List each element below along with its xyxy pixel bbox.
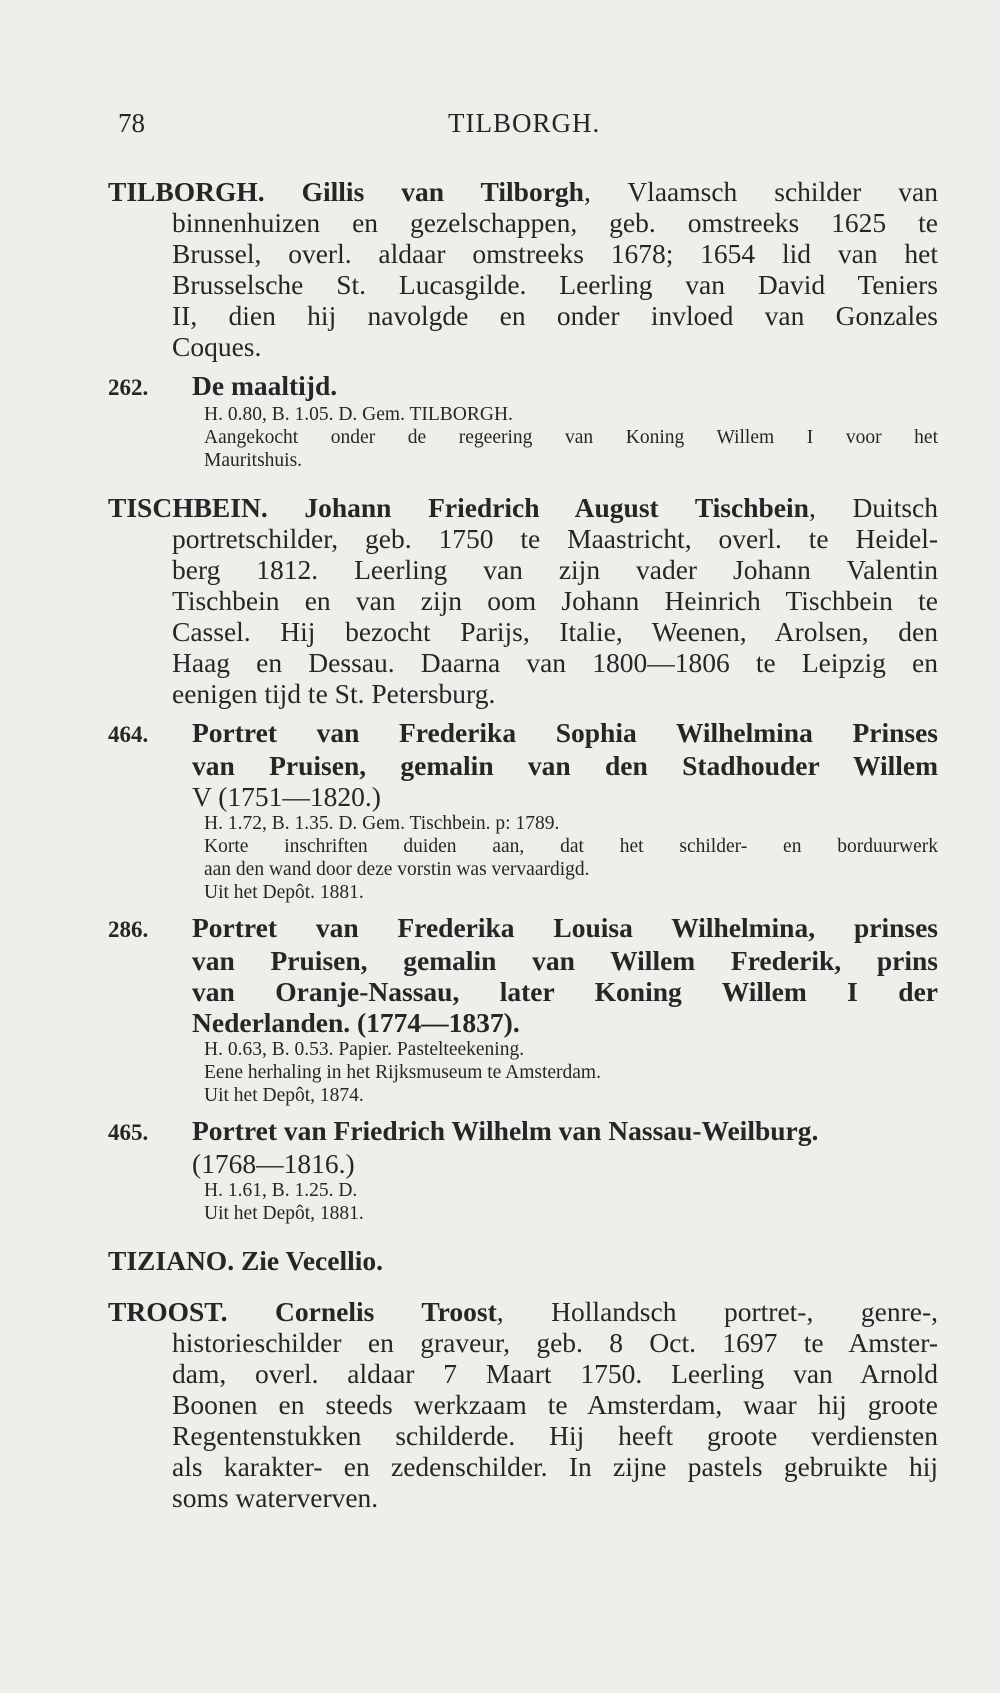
bio-line: Boonen en steeds werkzaam te Amsterdam, waar hij groote — [172, 1389, 938, 1420]
work-detail: Uit het Depôt, 1881. — [204, 1203, 364, 1224]
work-title: van Pruisen, gemalin van Willem Frederik, prins — [192, 945, 938, 976]
artist-full-name: Johann Friedrich August Tischbein — [304, 492, 809, 523]
artist-entry-tischbein — [108, 492, 938, 1225]
work-heading — [108, 370, 938, 403]
bio-line: Regentenstukken schilderde. Hij heeft groote verdiensten — [172, 1420, 938, 1451]
work-entry — [108, 1115, 938, 1225]
work-detail: Mauritshuis. — [204, 450, 303, 471]
bio-line: Brussel, overl. aldaar omstreeks 1678; 1654 lid van het — [172, 238, 938, 269]
work-detail: Aangekocht onder de regeering van Koning Willem I voor het — [204, 427, 938, 448]
work-heading — [108, 717, 938, 750]
bio-line: dam, overl. aldaar 7 Maart 1750. Leerling van Arnold — [172, 1358, 938, 1389]
work-detail: Eene herhaling in het Rijksmuseum te Amsterdam. — [204, 1062, 601, 1083]
work-title: van Oranje-Nassau, later Koning Willem I der — [192, 976, 938, 1007]
work-heading — [108, 912, 938, 945]
bio-line: II, dien hij navolgde en onder invloed van Gonzales — [172, 300, 938, 331]
bio-line: Tischbein en van zijn oom Johann Heinrich Tischbein te — [172, 585, 938, 616]
catalogue-number: 464. — [108, 722, 149, 747]
artist-heading — [108, 492, 938, 523]
work-title: (1768—1816.) — [192, 1148, 355, 1179]
work-title: van Pruisen, gemalin van den Stadhouder Willem — [192, 750, 938, 781]
artist-name: TILBORGH. — [108, 176, 265, 207]
page-number: 78 — [118, 108, 145, 138]
running-head — [0, 108, 1000, 144]
catalogue-number: 286. — [108, 917, 149, 942]
catalogue-number: 262. — [108, 375, 149, 400]
artist-heading — [108, 176, 938, 207]
artist-full-name: Gillis van Tilborgh — [301, 176, 584, 207]
work-detail: H. 1.61, B. 1.25. D. — [204, 1180, 358, 1201]
work-title: Portret van Friedrich Wilhelm van Nassau-Weilburg. — [192, 1115, 819, 1146]
bio-line: soms waterverven. — [172, 1482, 379, 1513]
artist-entry-troost — [108, 1296, 938, 1513]
work-title: Nederlanden. (1774—1837). — [192, 1007, 520, 1038]
bio-line: berg 1812. Leerling van zijn vader Johann Valentin — [172, 554, 938, 585]
artist-entry-tiziano — [108, 1245, 938, 1276]
artist-name: TISCHBEIN. — [108, 492, 268, 523]
bio-line: historieschilder en graveur, geb. 8 Oct. 1697 te Amster- — [172, 1327, 938, 1358]
work-detail: aan den wand door deze vorstin was vervaardigd. — [204, 859, 590, 880]
bio-line: Coques. — [172, 331, 262, 362]
artist-description: , Hollandsch portret-, genre-, — [496, 1296, 938, 1327]
artist-heading — [108, 1245, 938, 1276]
work-detail: Korte inschriften duiden aan, dat het schilder- en borduurwerk — [204, 836, 938, 857]
work-heading — [108, 1115, 938, 1148]
cross-reference: Zie Vecellio. — [240, 1245, 384, 1276]
work-title: V (1751—1820.) — [192, 781, 381, 812]
work-title: De maaltijd. — [192, 370, 338, 401]
work-title: Portret van Frederika Louisa Wilhelmina, prinses — [192, 912, 938, 943]
catalogue-number: 465. — [108, 1120, 149, 1145]
work-detail: Uit het Depôt. 1881. — [204, 882, 364, 903]
artist-full-name: Cornelis Troost — [275, 1296, 497, 1327]
bio-line: Haag en Dessau. Daarna van 1800—1806 te Leipzig en — [172, 647, 938, 678]
work-entry — [108, 912, 938, 1107]
work-detail: H. 0.63, B. 0.53. Papier. Pastelteekening. — [204, 1039, 525, 1060]
artist-description: , Vlaamsch schilder van — [583, 176, 939, 207]
bio-line: binnenhuizen en gezelschappen, geb. omstreeks 1625 te — [172, 207, 938, 238]
work-detail: Uit het Depôt, 1874. — [204, 1085, 364, 1106]
bio-line: eenigen tijd te St. Petersburg. — [172, 678, 496, 709]
bio-line: portretschilder, geb. 1750 te Maastricht, overl. te Heidel- — [172, 523, 938, 554]
artist-description: , Duitsch — [808, 492, 938, 523]
artist-name: TIZIANO. — [108, 1245, 235, 1276]
work-entry — [108, 717, 938, 904]
artist-entry-tilborgh — [108, 176, 938, 472]
page-body — [108, 176, 938, 1513]
bio-line: Cassel. Hij bezocht Parijs, Italie, Weenen, Arolsen, den — [172, 616, 938, 647]
work-title: Portret van Frederika Sophia Wilhelmina Prinses — [192, 717, 938, 748]
bio-line: Brusselsche St. Lucasgilde. Leerling van David Teniers — [172, 269, 938, 300]
running-title: TILBORGH. — [448, 108, 601, 138]
work-detail: H. 1.72, B. 1.35. D. Gem. Tischbein. p: 1789. — [204, 813, 560, 834]
bio-line: als karakter- en zedenschilder. In zijne pastels gebruikte hij — [172, 1451, 938, 1482]
work-entry — [108, 370, 938, 472]
work-detail: H. 0.80, B. 1.05. D. Gem. TILBORGH. — [204, 404, 513, 425]
artist-heading — [108, 1296, 938, 1327]
artist-name: TROOST. — [108, 1296, 228, 1327]
